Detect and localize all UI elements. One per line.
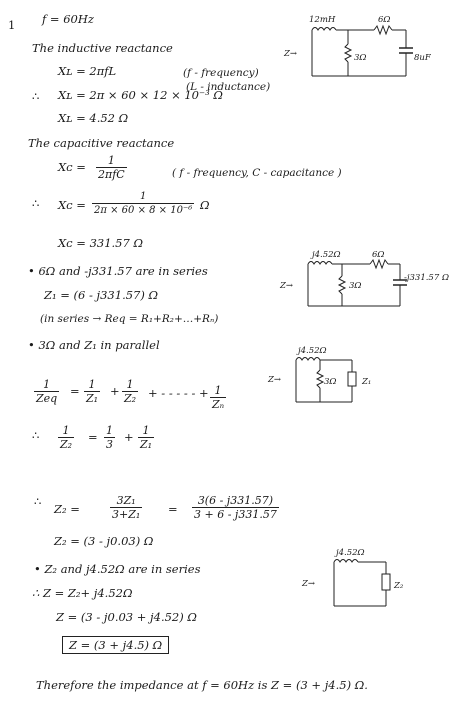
shunt-resistor-label: 3Ω [354,53,367,63]
series-rule: (in series → Req = R₁+R₂+…+Rₙ) [40,313,219,325]
conclusion-text: Therefore the impedance at f = 60Hz is Z = (3 + j4.5) Ω. [36,678,368,692]
inductive-heading: The inductive reactance [32,41,173,55]
xc-sub-denominator: 2π × 60 × 8 × 10⁻⁶ [94,205,193,216]
inverse-three-numerator: 1 [106,424,113,437]
final-answer-box: Z = (3 + j4.5) Ω [62,636,169,654]
z2-label: Z₂ [394,581,404,591]
xc-sub-unit: Ω [200,198,210,212]
zeq-denominator: Zeq [36,392,58,405]
therefore-symbol: ∴ [32,196,40,210]
therefore-symbol: ∴ [34,494,42,508]
source-label: Z→ [280,281,294,291]
plus-sign: + [124,430,134,444]
xc-label-2: Xᴄ = [58,198,86,212]
z-expanded-equation: Z = (3 - j0.03 + j4.52) Ω [56,610,197,624]
termn-denominator: Zₙ [212,398,225,411]
therefore-symbol: ∴ [32,89,40,103]
xc-label: Xᴄ = [58,160,86,174]
term1-denominator: Z₁ [86,392,99,405]
z2-formula-denominator: 3+Z₁ [112,508,141,521]
z2-inverse-numerator: 1 [62,424,70,437]
z2-sub-denominator: 3 + 6 - j331.57 [194,508,277,521]
inverse-three-denominator: 3 [106,438,113,451]
circuit-diagram-parallel [268,344,378,410]
z2-formula-fraction [110,494,142,521]
source-label: Z→ [302,579,316,589]
plus-sign: + [110,384,120,398]
xc-formula-numerator: 1 [107,154,115,167]
capacitive-note: ( f - frequency, C - capacitance ) [172,167,342,179]
inductive-note-inductance: (L - inductance) [186,81,271,93]
inductor-label: j4.52Ω [312,250,341,260]
capacitor-label: -j331.57 Ω [404,273,449,283]
inverse-z1-denominator: Z₁ [140,438,153,451]
z1-label: Z₁ [362,377,372,387]
inverse-three-fraction [104,424,115,451]
z2-inverse-fraction [58,424,74,451]
equals-sign: = [88,430,98,444]
term1-fraction [84,378,100,405]
inductor-label: j4.52Ω [336,548,365,558]
equals-sign: = [70,384,80,398]
term1-numerator: 1 [88,378,96,391]
term2-fraction [122,378,138,405]
term2-denominator: Z₂ [124,392,137,405]
ellipsis-terms: + - - - - - + [148,386,209,400]
therefore-symbol: ∴ [32,428,40,442]
xc-substitution-fraction [92,190,194,217]
termn-numerator: 1 [214,384,222,397]
z2-inverse-denominator: Z₂ [60,438,73,451]
z2-result: Z₂ = (3 - j0.03) Ω [54,534,154,548]
parallel-statement: • 3Ω and Z₁ in parallel [28,338,160,352]
given-frequency: f = 60Hz [42,12,94,26]
circuit-diagram-original [282,10,442,90]
inductive-substitution: Xʟ = 2π × 60 × 12 × 10⁻³ Ω [58,88,223,102]
circuit-diagram-final [300,546,410,612]
resistor-label: 6Ω [378,15,391,25]
shunt-resistor-label: 3Ω [349,281,362,291]
z2-label: Z₂ = [54,502,80,516]
zeq-numerator: 1 [43,378,51,391]
xc-sub-numerator: 1 [139,191,147,202]
xc-formula-denominator: 2πfC [98,168,125,181]
inverse-z1-fraction [138,424,154,451]
z-sum-equation: ∴ Z = Z₂+ j4.52Ω [32,586,133,600]
series-statement-1: • 6Ω and -j331.57 are in series [28,264,208,278]
inductor-label: j4.52Ω [298,346,327,356]
source-label: Z→ [284,49,298,59]
page-marker: 1 [8,18,16,32]
term2-numerator: 1 [126,378,134,391]
z2-sub-numerator: 3(6 - j331.57) [197,494,274,507]
resistor-label: 6Ω [372,250,385,260]
capacitive-heading: The capacitive reactance [28,136,175,150]
equals-sign: = [168,502,178,516]
inductive-result: Xʟ = 4.52 Ω [58,111,129,125]
termn-fraction [210,384,226,411]
z2-formula-numerator: 3Z₁ [116,494,136,507]
capacitive-result: Xᴄ = 331.57 Ω [58,236,144,250]
inductive-formula: Xʟ = 2πfL [58,64,117,78]
circuit-diagram-reactances [280,246,450,318]
z1-equation: Z₁ = (6 - j331.57) Ω [44,288,159,302]
xc-formula-fraction [96,154,127,181]
shunt-resistor-label: 3Ω [324,377,337,387]
inductor-label: 12mH [309,15,336,25]
z2-substitution-fraction [192,494,279,521]
source-label: Z→ [268,375,282,385]
zeq-fraction [34,378,59,405]
inductive-note-frequency: (f - frequency) [183,67,259,79]
inverse-z1-numerator: 1 [142,424,150,437]
capacitor-label: 8uF [414,53,431,63]
series-statement-2: • Z₂ and j4.52Ω are in series [34,562,201,576]
